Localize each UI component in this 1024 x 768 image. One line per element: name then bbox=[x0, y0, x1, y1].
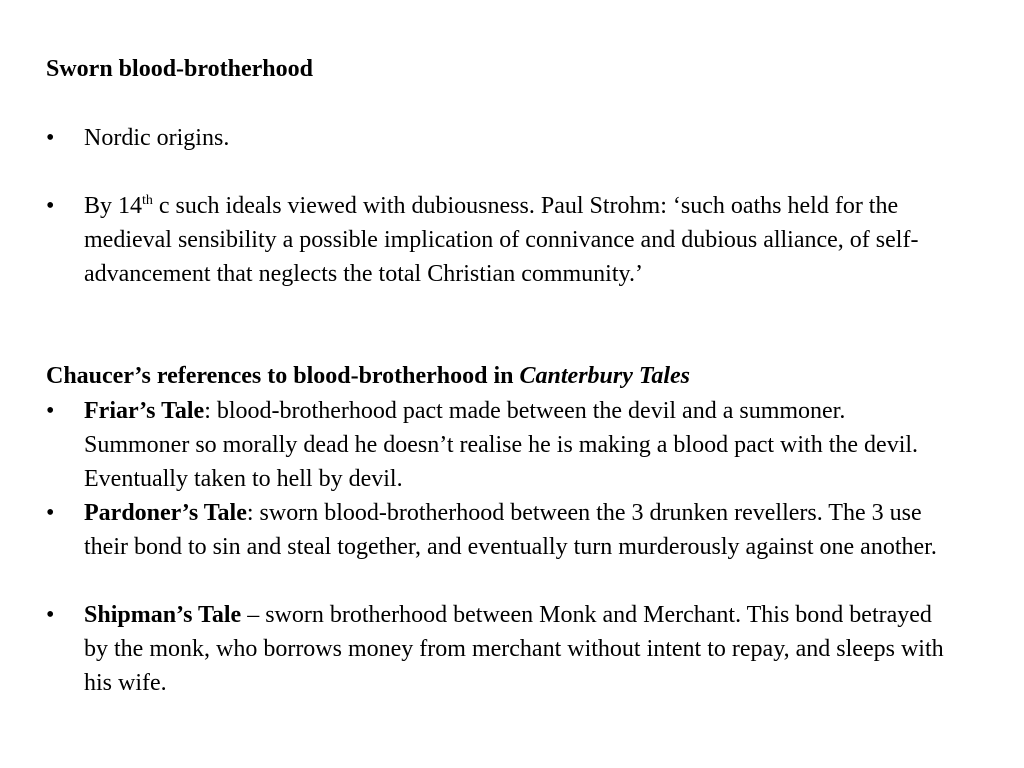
heading-prefix: Chaucer’s references to blood-brotherhood in bbox=[46, 363, 520, 389]
bullet-text bbox=[84, 496, 946, 564]
tale-title: Pardoner’s Tale bbox=[84, 500, 247, 526]
bullet-shipmans-tale bbox=[46, 598, 946, 700]
section-heading-blood-brotherhood: Sworn blood-brotherhood bbox=[46, 56, 313, 82]
tale-title: Friar’s Tale bbox=[84, 398, 205, 424]
bullet-pardoners-tale bbox=[46, 496, 946, 564]
bullet-text: Nordic origins. bbox=[84, 125, 230, 151]
bullet-text bbox=[84, 598, 946, 700]
bullet-marker: • bbox=[46, 398, 55, 424]
century-prefix: By 14 bbox=[84, 193, 143, 219]
tale-description: : sworn blood-brotherhood between the 3 drunken revellers. The 3 use their bond to sin and steal together, and eventually turn murderously against one another. bbox=[84, 500, 937, 560]
work-title-canterbury-tales: Canterbury Tales bbox=[519, 363, 690, 389]
ordinal-superscript: th bbox=[142, 193, 153, 208]
bullet-text bbox=[84, 394, 946, 496]
tale-description: – sworn brotherhood between Monk and Merchant. This bond betrayed by the monk, who borrows money from merchant without intent to repay, and sleeps with his wife. bbox=[84, 602, 944, 696]
bullet-nordic-origins bbox=[46, 121, 946, 155]
bullet-marker: • bbox=[46, 500, 55, 526]
bullet-marker: • bbox=[46, 125, 55, 151]
tale-description: : blood-brotherhood pact made between the devil and a summoner. Summoner so morally dead he doesn’t realise he is making a blood pact with the devil. Eventually taken to hell by devil. bbox=[84, 398, 919, 492]
section-heading-chaucer-references bbox=[46, 359, 690, 393]
strohm-quote: c such ideals viewed with dubiousness. Paul Strohm: ‘such oaths held for the medieval sensibility a possible implication of connivance and dubious alliance, of self-advancement that neglects the total Christian community.’ bbox=[84, 193, 919, 287]
tale-title: Shipman’s Tale bbox=[84, 602, 242, 628]
bullet-marker: • bbox=[46, 193, 55, 219]
bullet-text bbox=[84, 189, 946, 291]
bullet-friars-tale bbox=[46, 394, 946, 496]
bullet-marker: • bbox=[46, 602, 55, 628]
bullet-fourteenth-century bbox=[46, 189, 946, 291]
